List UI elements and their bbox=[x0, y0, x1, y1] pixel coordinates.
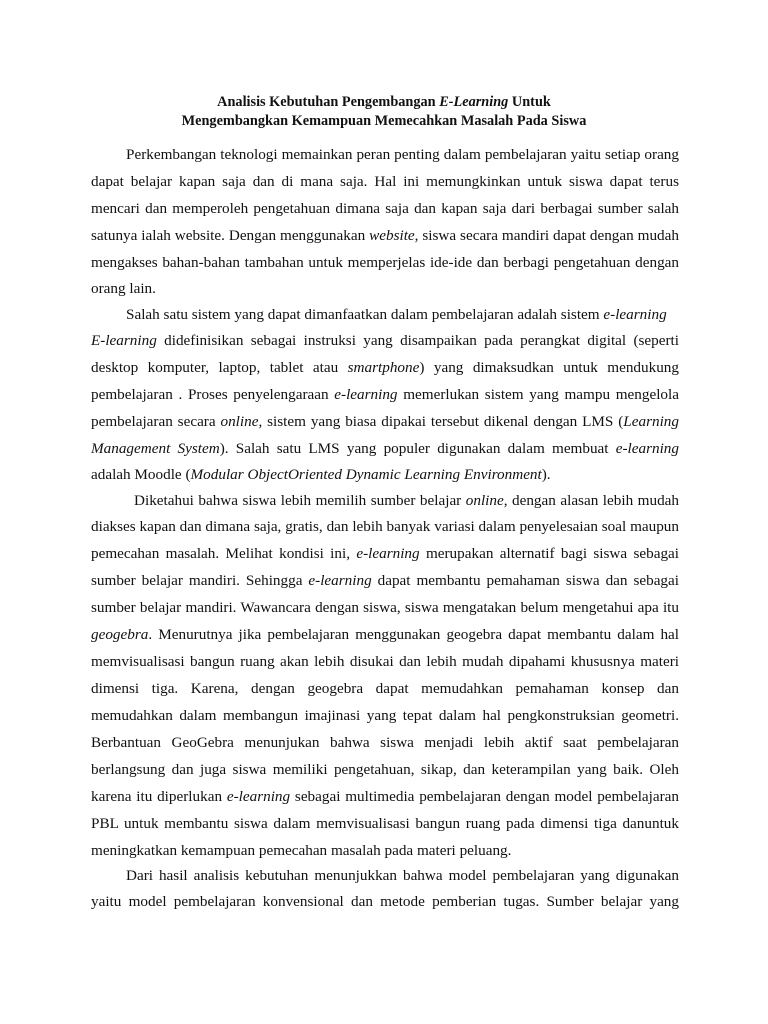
paragraph-3-line: berlangsung dan juga siswa memiliki pengetahuan, sikap, dan keterampilan yang baik. Oleh bbox=[91, 761, 679, 778]
text-run: satunya ialah website. Dengan menggunakan bbox=[91, 227, 370, 244]
paragraph-3-line: dimensi tiga. Karena, dengan geogebra dapat memudahkan pemahaman konsep dan bbox=[91, 680, 679, 697]
paragraph-3-line: memvisualisasi bangun ruang akan lebih disukai dan lebih mudah dipahami khususnya materi bbox=[91, 653, 679, 670]
paragraph-1-line: mencari dan memperoleh pengetahuan dimana saja dan kapan saja dari berbagai sumber salah bbox=[91, 200, 679, 217]
paragraph-2-line bbox=[91, 358, 679, 378]
paragraph-3-line: PBL untuk membantu siswa dalam memvisualisasi bangun ruang pada dimensi tiga danuntuk bbox=[91, 815, 679, 832]
italic-term: Modular ObjectOriented Dynamic Learning Environment bbox=[190, 466, 542, 483]
italic-term: e-learning bbox=[334, 386, 398, 403]
text-run: sumber belajar mandiri. Sehingga bbox=[91, 572, 309, 589]
italic-term: e-learning bbox=[603, 306, 667, 323]
document-title-line-1 bbox=[0, 93, 768, 111]
paragraph-1-line: orang lain. bbox=[91, 280, 156, 297]
paragraph-2-line bbox=[91, 439, 679, 459]
paragraph-3-line: Berbantuan GeoGebra menunjukan bahwa siswa menjadi lebih aktif saat pembelajaran bbox=[91, 734, 679, 751]
paragraph-3-line: memudahkan dalam membangun imajinasi yang tepat dalam hal pengkonstruksian geometri. bbox=[91, 707, 679, 724]
paragraph-2-line bbox=[91, 465, 679, 485]
italic-term: online bbox=[465, 492, 504, 509]
title-text: Analisis Kebutuhan Pengembangan bbox=[217, 94, 440, 110]
paragraph-3-line bbox=[91, 787, 679, 807]
text-run: , dengan alasan lebih mudah bbox=[503, 492, 679, 509]
text-run: . Menurutnya jika pembelajaran menggunakan geogebra dapat membantu dalam hal bbox=[148, 626, 679, 643]
text-run: pembelajaran secara bbox=[91, 413, 221, 430]
paragraph-1-line: dapat belajar kapan saja dan di mana saja. Hal ini memungkinkan untuk siswa dapat terus bbox=[91, 173, 679, 190]
text-run: ). bbox=[541, 466, 551, 483]
paragraph-1-line: mengakses bahan-bahan tambahan untuk memperjelas ide-ide dan berbagi pengetahuan dengan bbox=[91, 254, 679, 271]
title-text: Untuk bbox=[508, 94, 551, 110]
italic-term: Learning bbox=[623, 413, 679, 430]
italic-term: e-learning bbox=[615, 440, 679, 457]
paragraph-3-line bbox=[91, 625, 679, 645]
paragraph-2-line bbox=[91, 385, 679, 405]
text-run: memerlukan sistem yang mampu mengelola bbox=[397, 386, 679, 403]
paragraph-4-line: Dari hasil analisis kebutuhan menunjukkan bahwa model pembelajaran yang digunakan bbox=[126, 867, 679, 884]
paragraph-1-line: Perkembangan teknologi memainkan peran penting dalam pembelajaran yaitu setiap orang bbox=[126, 146, 679, 163]
text-run: , siswa secara mandiri dapat dengan mudah bbox=[414, 227, 679, 244]
paragraph-2-line bbox=[126, 305, 679, 325]
paragraph-3-line bbox=[91, 544, 679, 564]
paragraph-2-line bbox=[91, 331, 679, 351]
italic-term: E-learning bbox=[91, 332, 157, 349]
paragraph-1-line bbox=[91, 226, 679, 246]
text-run: karena itu diperlukan bbox=[91, 788, 227, 805]
paragraph-3-line bbox=[134, 491, 679, 511]
document-title-line-2: Mengembangkan Kemampuan Memecahkan Masalah Pada Siswa bbox=[181, 113, 587, 129]
text-run: didefinisikan sebagai instruksi yang disampaikan pada perangkat digital (seperti bbox=[156, 332, 679, 349]
italic-term: website bbox=[369, 227, 415, 244]
italic-term: smartphone bbox=[347, 359, 420, 376]
italic-term: Management System bbox=[91, 440, 220, 457]
italic-term: e-learning bbox=[226, 788, 291, 805]
paragraph-4-line: yaitu model pembelajaran konvensional dan metode pemberian tugas. Sumber belajar yang bbox=[91, 893, 679, 910]
text-run: ). Salah satu LMS yang populer digunakan dalam membuat bbox=[219, 440, 616, 457]
text-run: sebagai multimedia pembelajaran dengan model pembelajaran bbox=[290, 788, 680, 805]
italic-term: geogebra bbox=[91, 626, 149, 643]
paragraph-3-line bbox=[91, 571, 679, 591]
text-run: pembelajaran . Proses penyelengaraan bbox=[91, 386, 335, 403]
text-run: ) yang dimaksudkan untuk mendukung bbox=[419, 359, 679, 376]
text-run: merupakan alternatif bagi siswa sebagai bbox=[419, 545, 680, 562]
text-run: Salah satu sistem yang dapat dimanfaatkan dalam pembelajaran adalah sistem bbox=[126, 306, 604, 323]
paragraph-3-line: sumber belajar mandiri. Wawancara dengan siswa, siswa mengatakan belum mengetahui apa itu bbox=[91, 599, 679, 616]
text-run: , sistem yang biasa dipakai tersebut dikenal dengan LMS ( bbox=[258, 413, 624, 430]
text-run: adalah Moodle ( bbox=[91, 466, 191, 483]
text-run: pemecahan masalah. Melihat kondisi ini, bbox=[91, 545, 357, 562]
paragraph-3-line: diakses kapan dan dimana saja, gratis, dan lebih banyak variasi dalam penyelesaian soal maupun bbox=[91, 518, 679, 535]
text-run: desktop komputer, laptop, tablet atau bbox=[91, 359, 348, 376]
text-run: dapat membantu pemahaman siswa dan sebagai bbox=[371, 572, 679, 589]
title-italic-term: E-Learning bbox=[439, 94, 509, 110]
italic-term: online bbox=[220, 413, 259, 430]
italic-term: e-learning bbox=[308, 572, 372, 589]
italic-term: e-learning bbox=[356, 545, 420, 562]
paragraph-2-line bbox=[91, 412, 679, 432]
paragraph-3-line: meningkatkan kemampuan pemecahan masalah pada materi peluang. bbox=[91, 842, 512, 859]
text-run: Diketahui bahwa siswa lebih memilih sumber belajar bbox=[134, 492, 466, 509]
